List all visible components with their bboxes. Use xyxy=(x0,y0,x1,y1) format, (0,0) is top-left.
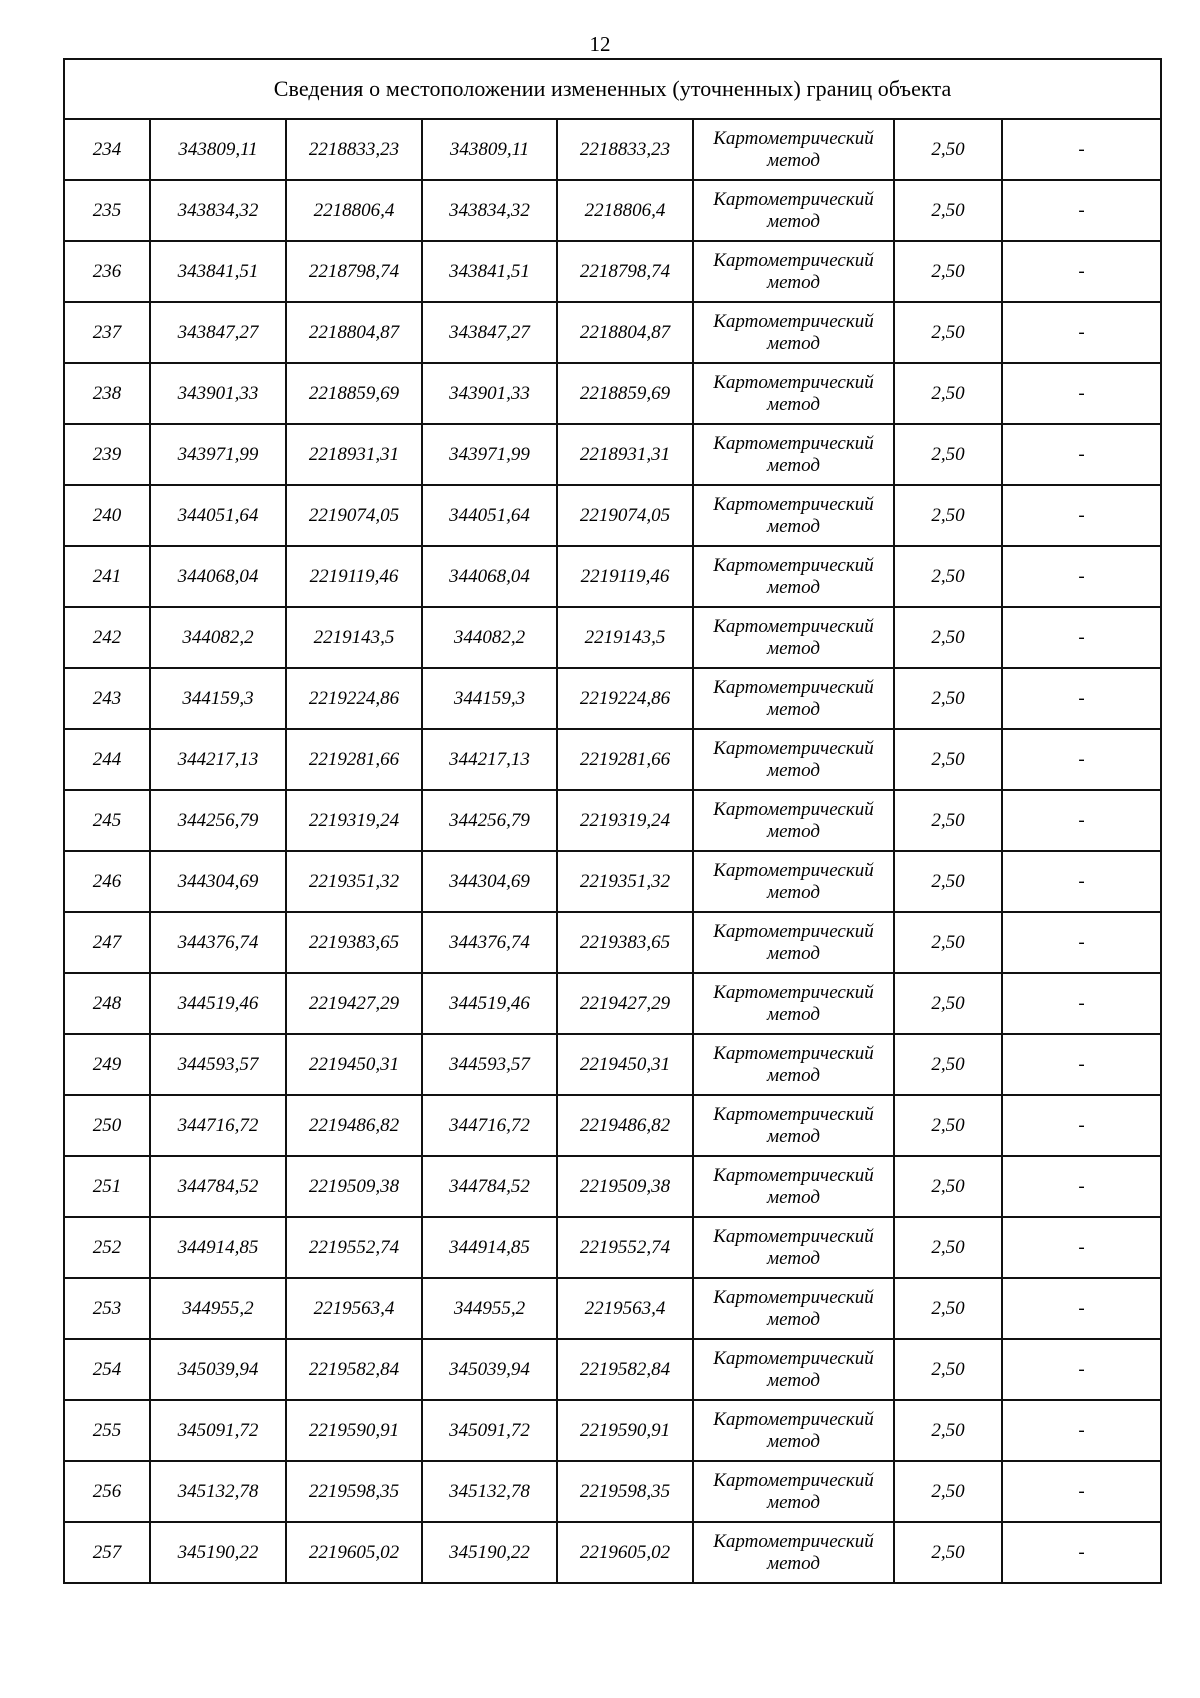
existing-y-coordinate: 2218931,31 xyxy=(286,424,422,485)
method-line-2: метод xyxy=(767,1491,820,1513)
point-number: 245 xyxy=(64,790,150,851)
method-line-1: Картометрический xyxy=(713,676,874,698)
point-description: - xyxy=(1002,302,1161,363)
new-y-coordinate: 2218859,69 xyxy=(557,363,693,424)
point-description: - xyxy=(1002,546,1161,607)
new-x-coordinate: 343841,51 xyxy=(422,241,557,302)
method-line-2: метод xyxy=(767,881,820,903)
new-y-coordinate: 2219509,38 xyxy=(557,1156,693,1217)
point-number: 237 xyxy=(64,302,150,363)
existing-y-coordinate: 2219563,4 xyxy=(286,1278,422,1339)
method-line-2: метод xyxy=(767,1308,820,1330)
new-y-coordinate: 2219605,02 xyxy=(557,1522,693,1583)
existing-x-coordinate: 344784,52 xyxy=(150,1156,286,1217)
method-line-2: метод xyxy=(767,942,820,964)
method-line-1: Картометрический xyxy=(713,1286,874,1308)
table-row xyxy=(64,424,1161,485)
point-description: - xyxy=(1002,668,1161,729)
new-y-coordinate: 2219383,65 xyxy=(557,912,693,973)
table-row xyxy=(64,546,1161,607)
existing-y-coordinate: 2219281,66 xyxy=(286,729,422,790)
point-description: - xyxy=(1002,1156,1161,1217)
accuracy-value: 2,50 xyxy=(894,1034,1002,1095)
existing-y-coordinate: 2219119,46 xyxy=(286,546,422,607)
new-x-coordinate: 345190,22 xyxy=(422,1522,557,1583)
point-number: 239 xyxy=(64,424,150,485)
method-line-1: Картометрический xyxy=(713,859,874,881)
point-description: - xyxy=(1002,485,1161,546)
new-y-coordinate: 2219427,29 xyxy=(557,973,693,1034)
accuracy-value: 2,50 xyxy=(894,1217,1002,1278)
existing-y-coordinate: 2219598,35 xyxy=(286,1461,422,1522)
existing-x-coordinate: 344068,04 xyxy=(150,546,286,607)
determination-method xyxy=(693,1095,894,1156)
new-x-coordinate: 343971,99 xyxy=(422,424,557,485)
table-row xyxy=(64,1400,1161,1461)
point-number: 253 xyxy=(64,1278,150,1339)
method-line-1: Картометрический xyxy=(713,127,874,149)
accuracy-value: 2,50 xyxy=(894,424,1002,485)
existing-x-coordinate: 344256,79 xyxy=(150,790,286,851)
accuracy-value: 2,50 xyxy=(894,1156,1002,1217)
method-line-1: Картометрический xyxy=(713,493,874,515)
existing-y-coordinate: 2219143,5 xyxy=(286,607,422,668)
table-row xyxy=(64,729,1161,790)
table-row xyxy=(64,302,1161,363)
existing-y-coordinate: 2219074,05 xyxy=(286,485,422,546)
point-description: - xyxy=(1002,973,1161,1034)
determination-method xyxy=(693,1217,894,1278)
point-number: 249 xyxy=(64,1034,150,1095)
method-line-1: Картометрический xyxy=(713,249,874,271)
existing-y-coordinate: 2218859,69 xyxy=(286,363,422,424)
determination-method xyxy=(693,424,894,485)
accuracy-value: 2,50 xyxy=(894,1278,1002,1339)
page-number: 12 xyxy=(589,32,611,56)
accuracy-value: 2,50 xyxy=(894,851,1002,912)
table-row xyxy=(64,1278,1161,1339)
table-row xyxy=(64,1522,1161,1583)
table-row xyxy=(64,790,1161,851)
point-description: - xyxy=(1002,790,1161,851)
determination-method xyxy=(693,1034,894,1095)
boundary-coordinates-table xyxy=(63,58,1162,1584)
new-x-coordinate: 343901,33 xyxy=(422,363,557,424)
point-description: - xyxy=(1002,912,1161,973)
method-line-2: метод xyxy=(767,759,820,781)
point-number: 250 xyxy=(64,1095,150,1156)
accuracy-value: 2,50 xyxy=(894,180,1002,241)
point-number: 254 xyxy=(64,1339,150,1400)
table-row xyxy=(64,1095,1161,1156)
point-description: - xyxy=(1002,1400,1161,1461)
existing-x-coordinate: 343901,33 xyxy=(150,363,286,424)
method-line-2: метод xyxy=(767,1003,820,1025)
table-row xyxy=(64,1034,1161,1095)
new-x-coordinate: 345091,72 xyxy=(422,1400,557,1461)
point-description: - xyxy=(1002,424,1161,485)
determination-method xyxy=(693,607,894,668)
accuracy-value: 2,50 xyxy=(894,485,1002,546)
method-line-2: метод xyxy=(767,393,820,415)
point-description: - xyxy=(1002,180,1161,241)
method-line-1: Картометрический xyxy=(713,1103,874,1125)
existing-x-coordinate: 343847,27 xyxy=(150,302,286,363)
point-number: 241 xyxy=(64,546,150,607)
point-number: 251 xyxy=(64,1156,150,1217)
method-line-1: Картометрический xyxy=(713,1469,874,1491)
accuracy-value: 2,50 xyxy=(894,607,1002,668)
new-y-coordinate: 2218806,4 xyxy=(557,180,693,241)
new-x-coordinate: 345132,78 xyxy=(422,1461,557,1522)
determination-method xyxy=(693,1400,894,1461)
existing-x-coordinate: 344159,3 xyxy=(150,668,286,729)
new-y-coordinate: 2218833,23 xyxy=(557,119,693,180)
point-description: - xyxy=(1002,729,1161,790)
new-y-coordinate: 2219074,05 xyxy=(557,485,693,546)
existing-x-coordinate: 344376,74 xyxy=(150,912,286,973)
method-line-2: метод xyxy=(767,1369,820,1391)
determination-method xyxy=(693,668,894,729)
method-line-1: Картометрический xyxy=(713,371,874,393)
existing-y-coordinate: 2219552,74 xyxy=(286,1217,422,1278)
existing-x-coordinate: 344593,57 xyxy=(150,1034,286,1095)
method-line-1: Картометрический xyxy=(713,737,874,759)
point-number: 243 xyxy=(64,668,150,729)
determination-method xyxy=(693,485,894,546)
existing-y-coordinate: 2218798,74 xyxy=(286,241,422,302)
method-line-1: Картометрический xyxy=(713,1530,874,1552)
new-x-coordinate: 344716,72 xyxy=(422,1095,557,1156)
new-y-coordinate: 2218798,74 xyxy=(557,241,693,302)
accuracy-value: 2,50 xyxy=(894,668,1002,729)
existing-x-coordinate: 345039,94 xyxy=(150,1339,286,1400)
method-line-1: Картометрический xyxy=(713,432,874,454)
method-line-1: Картометрический xyxy=(713,554,874,576)
determination-method xyxy=(693,180,894,241)
point-number: 248 xyxy=(64,973,150,1034)
accuracy-value: 2,50 xyxy=(894,241,1002,302)
existing-x-coordinate: 344519,46 xyxy=(150,973,286,1034)
existing-y-coordinate: 2219224,86 xyxy=(286,668,422,729)
existing-x-coordinate: 345132,78 xyxy=(150,1461,286,1522)
method-line-1: Картометрический xyxy=(713,798,874,820)
new-x-coordinate: 343834,32 xyxy=(422,180,557,241)
existing-y-coordinate: 2218804,87 xyxy=(286,302,422,363)
new-x-coordinate: 344593,57 xyxy=(422,1034,557,1095)
new-x-coordinate: 344784,52 xyxy=(422,1156,557,1217)
new-y-coordinate: 2219224,86 xyxy=(557,668,693,729)
new-y-coordinate: 2219486,82 xyxy=(557,1095,693,1156)
new-x-coordinate: 344082,2 xyxy=(422,607,557,668)
accuracy-value: 2,50 xyxy=(894,1400,1002,1461)
point-description: - xyxy=(1002,1522,1161,1583)
accuracy-value: 2,50 xyxy=(894,729,1002,790)
existing-x-coordinate: 344304,69 xyxy=(150,851,286,912)
method-line-1: Картометрический xyxy=(713,310,874,332)
new-y-coordinate: 2218804,87 xyxy=(557,302,693,363)
method-line-2: метод xyxy=(767,820,820,842)
new-y-coordinate: 2219552,74 xyxy=(557,1217,693,1278)
method-line-1: Картометрический xyxy=(713,1408,874,1430)
point-description: - xyxy=(1002,607,1161,668)
method-line-2: метод xyxy=(767,332,820,354)
method-line-1: Картометрический xyxy=(713,615,874,637)
method-line-1: Картометрический xyxy=(713,1164,874,1186)
table-row xyxy=(64,1461,1161,1522)
determination-method xyxy=(693,1156,894,1217)
table-caption-row xyxy=(64,59,1161,119)
new-x-coordinate: 344051,64 xyxy=(422,485,557,546)
point-number: 255 xyxy=(64,1400,150,1461)
existing-y-coordinate: 2218806,4 xyxy=(286,180,422,241)
point-description: - xyxy=(1002,1278,1161,1339)
determination-method xyxy=(693,1278,894,1339)
existing-y-coordinate: 2219590,91 xyxy=(286,1400,422,1461)
table-row xyxy=(64,851,1161,912)
point-number: 257 xyxy=(64,1522,150,1583)
method-line-1: Картометрический xyxy=(713,920,874,942)
point-number: 242 xyxy=(64,607,150,668)
method-line-2: метод xyxy=(767,698,820,720)
determination-method xyxy=(693,1522,894,1583)
new-x-coordinate: 344914,85 xyxy=(422,1217,557,1278)
new-y-coordinate: 2219281,66 xyxy=(557,729,693,790)
accuracy-value: 2,50 xyxy=(894,302,1002,363)
new-y-coordinate: 2219119,46 xyxy=(557,546,693,607)
existing-y-coordinate: 2219351,32 xyxy=(286,851,422,912)
point-number: 247 xyxy=(64,912,150,973)
new-x-coordinate: 344256,79 xyxy=(422,790,557,851)
point-number: 235 xyxy=(64,180,150,241)
existing-y-coordinate: 2219486,82 xyxy=(286,1095,422,1156)
method-line-2: метод xyxy=(767,1247,820,1269)
determination-method xyxy=(693,973,894,1034)
new-y-coordinate: 2219563,4 xyxy=(557,1278,693,1339)
point-description: - xyxy=(1002,1034,1161,1095)
existing-x-coordinate: 343841,51 xyxy=(150,241,286,302)
method-line-2: метод xyxy=(767,1064,820,1086)
new-x-coordinate: 344304,69 xyxy=(422,851,557,912)
existing-x-coordinate: 343834,32 xyxy=(150,180,286,241)
new-x-coordinate: 343847,27 xyxy=(422,302,557,363)
existing-y-coordinate: 2219509,38 xyxy=(286,1156,422,1217)
table-row xyxy=(64,180,1161,241)
method-line-2: метод xyxy=(767,271,820,293)
accuracy-value: 2,50 xyxy=(894,1461,1002,1522)
point-number: 252 xyxy=(64,1217,150,1278)
existing-x-coordinate: 343971,99 xyxy=(150,424,286,485)
point-description: - xyxy=(1002,1461,1161,1522)
point-number: 240 xyxy=(64,485,150,546)
existing-x-coordinate: 343809,11 xyxy=(150,119,286,180)
method-line-2: метод xyxy=(767,1430,820,1452)
table-row xyxy=(64,363,1161,424)
determination-method xyxy=(693,241,894,302)
table-row xyxy=(64,485,1161,546)
point-number: 236 xyxy=(64,241,150,302)
table-row xyxy=(64,1217,1161,1278)
existing-y-coordinate: 2219383,65 xyxy=(286,912,422,973)
new-y-coordinate: 2218931,31 xyxy=(557,424,693,485)
determination-method xyxy=(693,363,894,424)
new-x-coordinate: 344376,74 xyxy=(422,912,557,973)
new-x-coordinate: 343809,11 xyxy=(422,119,557,180)
new-y-coordinate: 2219351,32 xyxy=(557,851,693,912)
determination-method xyxy=(693,119,894,180)
existing-x-coordinate: 344082,2 xyxy=(150,607,286,668)
method-line-2: метод xyxy=(767,210,820,232)
table-row xyxy=(64,1339,1161,1400)
point-number: 238 xyxy=(64,363,150,424)
method-line-1: Картометрический xyxy=(713,1225,874,1247)
table-row xyxy=(64,607,1161,668)
method-line-1: Картометрический xyxy=(713,981,874,1003)
point-description: - xyxy=(1002,1095,1161,1156)
method-line-1: Картометрический xyxy=(713,188,874,210)
method-line-2: метод xyxy=(767,454,820,476)
existing-x-coordinate: 345091,72 xyxy=(150,1400,286,1461)
new-y-coordinate: 2219450,31 xyxy=(557,1034,693,1095)
new-x-coordinate: 344159,3 xyxy=(422,668,557,729)
point-description: - xyxy=(1002,241,1161,302)
method-line-2: метод xyxy=(767,637,820,659)
existing-y-coordinate: 2219582,84 xyxy=(286,1339,422,1400)
table-row xyxy=(64,912,1161,973)
new-x-coordinate: 344068,04 xyxy=(422,546,557,607)
method-line-2: метод xyxy=(767,515,820,537)
determination-method xyxy=(693,790,894,851)
new-y-coordinate: 2219319,24 xyxy=(557,790,693,851)
existing-y-coordinate: 2219319,24 xyxy=(286,790,422,851)
determination-method xyxy=(693,1339,894,1400)
accuracy-value: 2,50 xyxy=(894,363,1002,424)
table-row xyxy=(64,1156,1161,1217)
method-line-2: метод xyxy=(767,1552,820,1574)
point-number: 246 xyxy=(64,851,150,912)
method-line-2: метод xyxy=(767,576,820,598)
point-description: - xyxy=(1002,1339,1161,1400)
point-description: - xyxy=(1002,119,1161,180)
accuracy-value: 2,50 xyxy=(894,1095,1002,1156)
table-row xyxy=(64,973,1161,1034)
accuracy-value: 2,50 xyxy=(894,790,1002,851)
determination-method xyxy=(693,851,894,912)
accuracy-value: 2,50 xyxy=(894,1339,1002,1400)
new-y-coordinate: 2219143,5 xyxy=(557,607,693,668)
method-line-1: Картометрический xyxy=(713,1042,874,1064)
new-x-coordinate: 344217,13 xyxy=(422,729,557,790)
accuracy-value: 2,50 xyxy=(894,973,1002,1034)
method-line-2: метод xyxy=(767,1186,820,1208)
accuracy-value: 2,50 xyxy=(894,546,1002,607)
existing-x-coordinate: 345190,22 xyxy=(150,1522,286,1583)
point-number: 234 xyxy=(64,119,150,180)
table-row xyxy=(64,241,1161,302)
existing-x-coordinate: 344955,2 xyxy=(150,1278,286,1339)
point-description: - xyxy=(1002,1217,1161,1278)
new-x-coordinate: 345039,94 xyxy=(422,1339,557,1400)
new-y-coordinate: 2219590,91 xyxy=(557,1400,693,1461)
accuracy-value: 2,50 xyxy=(894,1522,1002,1583)
determination-method xyxy=(693,546,894,607)
accuracy-value: 2,50 xyxy=(894,119,1002,180)
determination-method xyxy=(693,912,894,973)
existing-y-coordinate: 2219605,02 xyxy=(286,1522,422,1583)
existing-y-coordinate: 2219427,29 xyxy=(286,973,422,1034)
new-y-coordinate: 2219598,35 xyxy=(557,1461,693,1522)
point-number: 256 xyxy=(64,1461,150,1522)
point-description: - xyxy=(1002,851,1161,912)
method-line-1: Картометрический xyxy=(713,1347,874,1369)
existing-x-coordinate: 344914,85 xyxy=(150,1217,286,1278)
existing-x-coordinate: 344217,13 xyxy=(150,729,286,790)
determination-method xyxy=(693,729,894,790)
table-row xyxy=(64,668,1161,729)
determination-method xyxy=(693,302,894,363)
existing-y-coordinate: 2219450,31 xyxy=(286,1034,422,1095)
new-x-coordinate: 344519,46 xyxy=(422,973,557,1034)
point-number: 244 xyxy=(64,729,150,790)
existing-x-coordinate: 344716,72 xyxy=(150,1095,286,1156)
accuracy-value: 2,50 xyxy=(894,912,1002,973)
table-title: Сведения о местоположении измененных (уточненных) границ объекта xyxy=(64,59,1161,119)
point-description: - xyxy=(1002,363,1161,424)
method-line-2: метод xyxy=(767,149,820,171)
existing-y-coordinate: 2218833,23 xyxy=(286,119,422,180)
new-x-coordinate: 344955,2 xyxy=(422,1278,557,1339)
new-y-coordinate: 2219582,84 xyxy=(557,1339,693,1400)
existing-x-coordinate: 344051,64 xyxy=(150,485,286,546)
determination-method xyxy=(693,1461,894,1522)
method-line-2: метод xyxy=(767,1125,820,1147)
table-row xyxy=(64,119,1161,180)
